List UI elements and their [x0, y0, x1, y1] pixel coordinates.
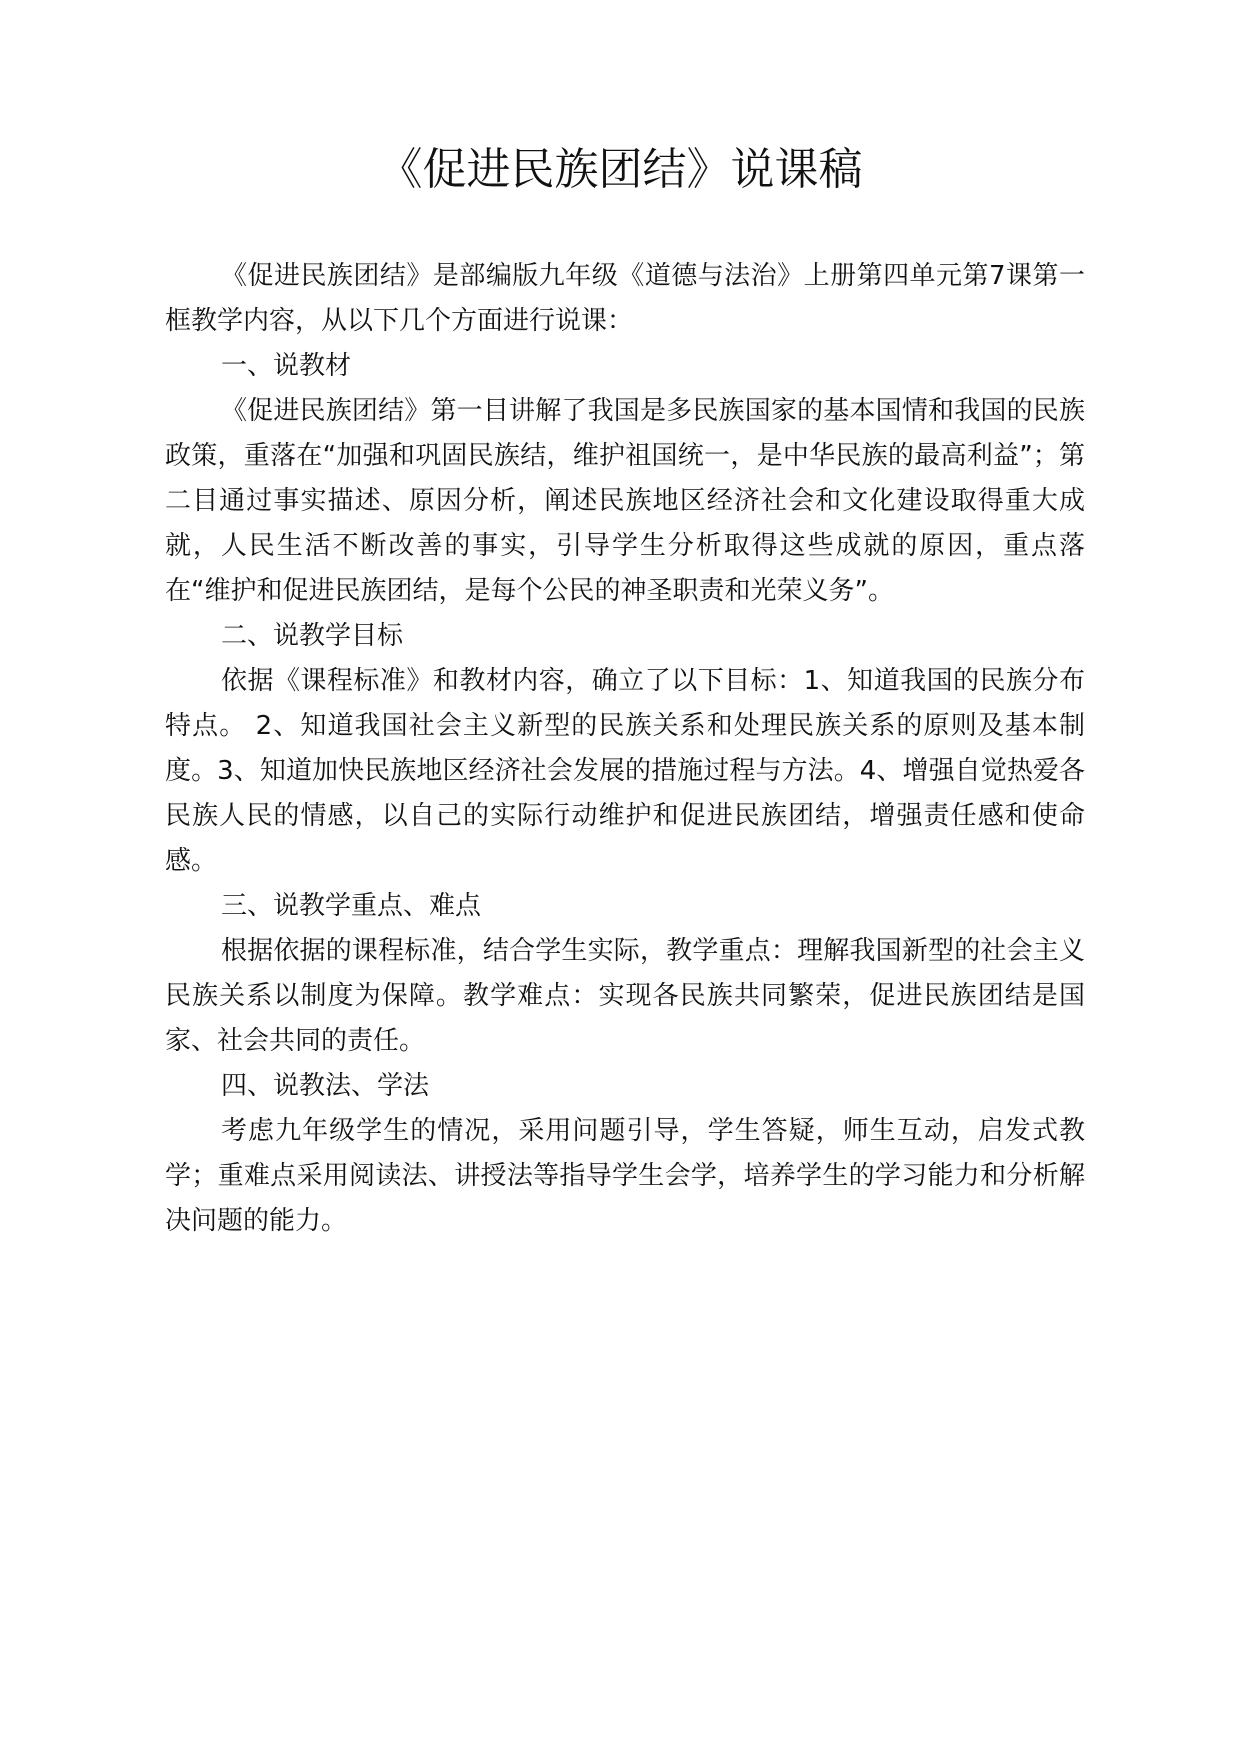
- document-body: [165, 254, 1085, 1244]
- section-2-paragraph: 依据《课程标准》和教材内容，确立了以下目标：1、知道我国的民族分布特点。 2、知道我国社会主义新型的民族关系和处理民族关系的原则及基本制度。3、知道加快民族地区经济社会发展的措施过程与方法。4、增强自觉热爱各民族人民的情感，以自己的实际行动维护和促进民族团结，增强责任感和使命感。: [165, 666, 1085, 876]
- section-3-paragraph: 根据依据的课程标准，结合学生实际，教学重点：理解我国新型的社会主义民族关系以制度为保障。教学难点：实现各民族共同繁荣，促进民族团结是国家、社会共同的责任。: [165, 936, 1085, 1056]
- section-2-heading: 二、说教学目标: [221, 621, 404, 651]
- section-3-heading: 三、说教学重点、难点: [221, 891, 482, 921]
- section-4-paragraph: 考虑九年级学生的情况，采用问题引导，学生答疑，师生互动，启发式教学；重难点采用阅读法、讲授法等指导学生会学，培养学生的学习能力和分析解决问题的能力。: [165, 1116, 1085, 1236]
- section-1-heading: 一、说教材: [221, 351, 352, 381]
- section-4-heading: 四、说教法、学法: [221, 1071, 430, 1101]
- section-1-paragraph: 《促进民族团结》第一目讲解了我国是多民族国家的基本国情和我国的民族政策，重落在“加强和巩固民族结，维护祖国统一，是中华民族的最高利益”；第二目通过事实描述、原因分析，阐述民族地区经济社会和文化建设取得重大成就，人民生活不断改善的事实，引导学生分析取得这些成就的原因，重点落在“维护和促进民族团结，是每个公民的神圣职责和光荣义务”。: [165, 396, 1085, 606]
- document-title: 《促进民族团结》说课稿: [378, 144, 863, 195]
- intro-paragraph: 《促进民族团结》是部编版九年级《道德与法治》上册第四单元第7课第一框教学内容，从以下几个方面进行说课：: [165, 261, 1085, 336]
